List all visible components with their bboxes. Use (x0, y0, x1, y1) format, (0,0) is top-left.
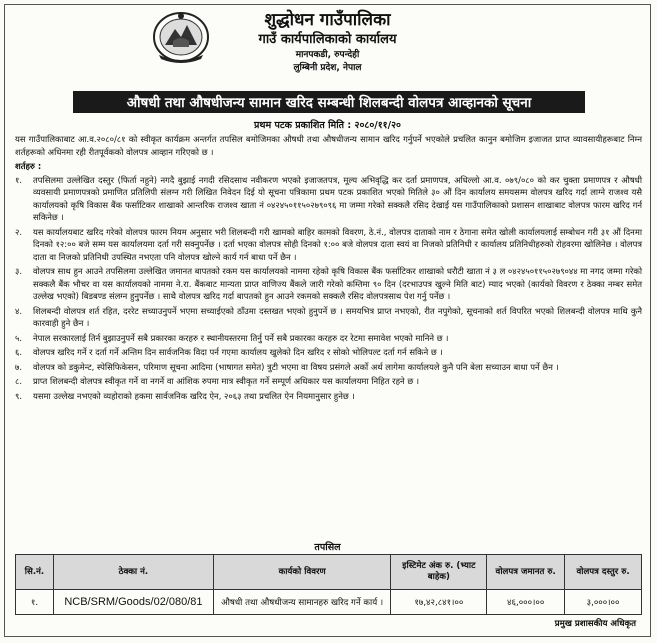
condition-number: ८. (15, 376, 23, 386)
address-line-2: लुम्बिनी प्रदेश, नेपाल (293, 63, 362, 73)
col-header-serial: सि.नं. (16, 555, 54, 590)
condition-text: तपसिलमा उल्लेखित दस्तुर (फिर्ता नहुने) नगदै बुझाई नगदी रसिदसाथ नवीकरण भएको इजाजतपत्र, मूल्य अभिवृद्धि कर दर्ता प्रमाणपत्र, अधिल्लो आ.व. ०७९/०८० को कर चुक्ता प्रमाणपत्र र औषधी व्यवसायी प्रमाणपत्रको प्रमाणित प्रतिलिपी संलग्न गरी लिखित निवेदन दिई यो सूचना पत्रिकामा प्रथम पटक प्रकाशित भएको मितिले ३० औं दिन कार्यालय समयसम्म वोलपत्र खरिद गर्दा लाग्ने राजश्व यसै कार्यालयको कृषि विकास बैंक फर्साटिकर शाखाको आन्तरिक राजश्व खाता नं ०४२४५०११५०२७९०९६ मा जम्मा गरेको सक्कलै रसिद देखाई यस गाउँपालिकाको प्रशासन शाखाबाट वोलपत्र फारम खरिद गर्न सकिनेछ । (33, 174, 642, 222)
condition-item (15, 390, 642, 403)
publish-date: प्रथम पटक प्रकाशित मिति : २०८०/११/२० (254, 120, 401, 131)
schedule-title: तपसिल (314, 542, 341, 553)
condition-text: नेपाल सरकारलाई तिर्न बुझाउनुपर्ने सबै प्रकारका करहरु र स्थानीयस्तरमा तिर्नु पर्ने सबै प्रकारका करहरु दर रेटमा समावेश भएको मानिने छ । (33, 332, 449, 343)
cell-bid-security: ४६,०००।०० (487, 590, 565, 615)
notice-header (5, 5, 650, 87)
condition-item (15, 361, 642, 374)
cell-description: औषधी तथा औषधीजन्य सामानहरु खरिद गर्ने कार्य । (213, 590, 391, 615)
condition-number: ९. (15, 390, 23, 401)
office-name: गाउँ कार्यपालिकाको कार्यालय (258, 32, 397, 47)
org-name: शुद्धोधन गाउँपालिका (264, 10, 391, 30)
condition-number: १. (15, 174, 23, 185)
condition-text: प्राप्त शिलबन्दी वोलपत्र स्वीकृत गर्ने वा नगर्ने वा आंशिक रुपमा मात्र स्वीकृत गर्ने सम्पूर्ण अधिकार यस कार्यालयमा निहित रहने छ । (33, 376, 420, 386)
col-header-bid-fee: वोलपत्र दस्तुर रु. (565, 555, 642, 590)
condition-text: वोलपत्र खरिद गर्ने र दर्ता गर्ने अन्तिम दिन सार्वजनिक विदा पर्न गएमा कार्यालय खुलेको दिन खरिद र सोको भोलिपल्ट दर्ता गर्न सकिने छ । (33, 347, 443, 357)
condition-number: २. (15, 226, 23, 237)
condition-item (15, 375, 642, 388)
condition-text: शिलबन्दी वोलपत्र शर्त रहित, दररेट सच्याउनुपर्ने भएमा सच्याईएको ठाँउमा दस्तखत भएको हुनुपर्ने छ । समयभित्र प्राप्त नभएको, रीत नपुगेको, सूचनाको शर्त विपरित भएको शिलबन्दी वोलपत्र माथि कुनै कारवाही हुने छैन । (33, 305, 642, 328)
condition-number: ४. (15, 305, 23, 316)
cell-bid-fee: ३,०००।०० (565, 590, 642, 615)
condition-text: वोलपत्र साथ हुन आउने तपसिलमा उल्लेखित जमानत बापतको रकम यस कार्यालयको नाममा रहेको कृषि विकास बैंक फर्साटिकर शाखाको धरौटी खाता नं ३ ल ०४२४५०११५०२७९०४४ मा नगद जम्मा गरेको सक्कलै बैंक भौचर वा यस कार्यालयको नाममा ने.रा. बैंकबाट मान्यता प्राप्त वाणिज्य बैंकले जारी गरेको कम्तिमा ९० दिन (दरभाउपत्र खुल्ने मिति बाट) म्याद भएको (कार्यको विवरण र ठेक्का नम्बर समेत उल्लेख भएको) बिडबण्ड संलग्न हुनुपर्नेछ । साथै वोलपत्र खरिद गर्दा बापतको हुन आउने रकमको सक्कलै रसिद वोलपत्रसाथ पेश गर्नु पर्नेछ । (33, 266, 642, 301)
condition-item (15, 346, 642, 359)
notice-title-banner: औषधी तथा औषधीजन्य सामान खरिद सम्बन्धी शिलबन्दी वोलपत्र आव्हानको सूचना (73, 91, 585, 113)
intro-paragraph: यस गाउँपालिकाबाट आ.व.२०८०/८१ को स्वीकृत कार्यक्रम अन्तर्गत तपसिल बमोजिमका औषधी तथा औषधीजन्य सामान खरिद गर्नुपर्ने भएकोले प्रचलित कानुन बमोजिम इजाजत प्राप्त व्यावसायीहरूबाट निम्न शर्तहरूको अधिनमा रही रीतपूर्वकको वोलपत्र आव्हान गरिएको छ । (15, 134, 642, 157)
col-header-bid-security: वोलपत्र जमानत रु. (487, 555, 565, 590)
condition-item (15, 174, 642, 224)
condition-number: ५. (15, 332, 23, 343)
signoff-title: प्रमुख प्रशासकीय अधिकृत (554, 619, 636, 629)
col-header-estimate: इस्टिमेट अंक रु. (भ्याट बाहेक) (391, 555, 487, 590)
table-row (16, 590, 642, 615)
address-line-1: मानपकडी, रुपन्देही (295, 50, 360, 60)
condition-item (15, 305, 642, 330)
condition-item (15, 332, 642, 345)
condition-item (15, 265, 642, 303)
bid-schedule-table (15, 554, 642, 615)
terms-heading: शर्तहरु : (15, 161, 42, 171)
cell-contract-no: NCB/SRM/Goods/02/080/81 (53, 590, 213, 615)
condition-text: यस कार्यालयबाट खरिद गरेको वोलपत्र फारम नियम अनुसार भरी शिलबन्दी गरी खामको बाहिर कामको विवरण, ठे.नं., वोलपत्र दाताको नाम र ठेगाना समेत खोली कार्यालयलाई सम्बोधन गरी ३१ औं दिनमा दिनको १२:०० बजे सम्म यस कार्यालयमा दर्ता गरी सक्नुपर्नेछ । दर्ता भएका वोलपत्र सोही दिनको १:०० बजे वोलपत्र दाता स्वयं वा निजको प्रतिनिधी र कार्यालय प्रतिनिधीहरुको रोहवरमा खोलिनेछ । वोलपत्र दाता वा निजको प्रतिनिधी उपस्थित नभएता पनि वोलपत्र खोल्ने कार्य गर्न बाधा पर्ने छैन । (33, 226, 642, 262)
condition-text: यसमा उल्लेख नभएको व्यहोराको हकमा सार्वजनिक खरिद ऐन, २०६३ तथा प्रचलित ऐन नियमानुसार हुनेछ । (33, 390, 355, 401)
condition-text: वोलपत्र को डकुमेन्ट, स्पेसिफिकेसन, परिमाण सूचना आदिमा (भाषागत समेत) त्रुटी भएमा वा विषय प्रसंगले अर्को अर्थ लागेमा कार्यालयले कुनै पनि बेला सच्याउन बाधा पर्ने छैन । (33, 361, 559, 372)
col-header-description: कार्यको विवरण (213, 555, 391, 590)
col-header-contract-no: ठेक्का नं. (53, 555, 213, 590)
condition-number: ३. (15, 266, 23, 276)
table-header-row (16, 555, 642, 590)
condition-number: ६. (15, 347, 23, 357)
conditions-list (15, 174, 642, 403)
notice-body (15, 133, 642, 404)
cell-serial: १. (16, 590, 54, 615)
condition-number: ७. (15, 361, 23, 372)
cell-estimate: १७,४२,८४१।०० (391, 590, 487, 615)
condition-item (15, 226, 642, 264)
notice-page (4, 4, 651, 637)
